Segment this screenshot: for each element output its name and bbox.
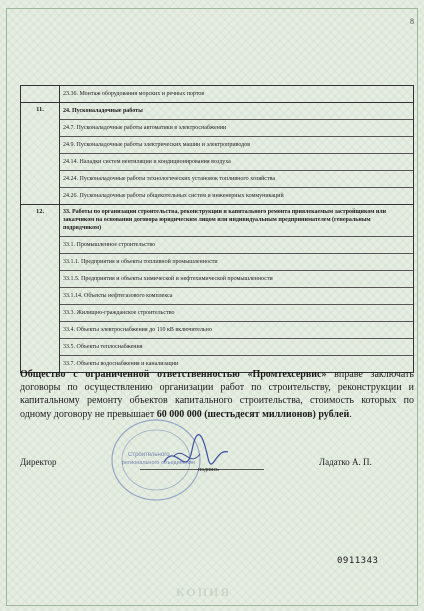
- watermark: КОПИЯ: [176, 585, 232, 599]
- row-number: 12.: [21, 205, 60, 373]
- row-number: 11.: [21, 103, 60, 205]
- list-item: 24.26. Пусконаладочные работы общекотельных систем и инженерных коммуникаций: [63, 193, 284, 199]
- works-table: [20, 85, 414, 373]
- statement-text: вправе заключать договоры по осуществлению организации работ по строительству, реконструкции и капитальному ремонту объектов капитального строительства, стоимость которых по одному договору не превышает: [20, 369, 414, 420]
- list-item: 24.7. Пусконаладочные работы автоматики в электроснабжении: [60, 120, 413, 137]
- list-item: 24.14. Наладки систем вентиляции и кондиционирования воздуха: [60, 154, 413, 171]
- list-item: 24.24. Пусконаладочные работы технологических установок топливного хозяйства: [60, 171, 413, 188]
- section-title: 24. Пусконаладочные работы: [60, 103, 413, 120]
- official-seal: [104, 410, 234, 505]
- director-name: Ладатко А. П.: [319, 457, 372, 467]
- row-content: [60, 205, 414, 373]
- row-number-empty: [21, 86, 60, 103]
- list-item: 33.7. Объекты водоснабжения и канализации: [63, 361, 179, 367]
- page-number: 8: [410, 17, 414, 26]
- contract-amount: 60 000 000 (шестьдесят миллионов) рублей: [156, 408, 350, 420]
- statement-end: .: [349, 408, 352, 420]
- list-item: 33.3. Жилищно-гражданское строительство: [60, 305, 413, 322]
- seal-text: Строительного: [128, 452, 170, 458]
- section-title: 33. Работы по организации строительства, реконструкции и капитального ремонта привлекаемым застройщиком или заказчиком на основании договора юридическим лицом или индивидуальным предпринимателем (генеральным подрядчиком): [60, 205, 413, 237]
- row-content: [60, 86, 414, 103]
- list-item: 33.1.1. Предприятия и объекты топливной промышленности: [60, 254, 413, 271]
- serial-number: 0911343: [337, 556, 379, 566]
- signature-caption: подпись: [198, 467, 219, 473]
- table-row: [21, 205, 414, 373]
- company-name: Общество с ограниченной ответственностью «Промтехсервис»: [20, 369, 327, 380]
- list-item: 33.1. Промышленное строительство: [60, 237, 413, 254]
- list-item: 33.5. Объекты теплоснабжения: [60, 339, 413, 356]
- seal-text: регионального объединения: [122, 460, 195, 466]
- table-row: [21, 86, 414, 103]
- table-row: [21, 103, 414, 205]
- list-item: 33.1.5. Предприятия и объекты химической и нефтехимической промышленности: [60, 271, 413, 288]
- list-item: 33.1.14. Объекты нефтегазового комплекса: [60, 288, 413, 305]
- list-item: 33.4. Объекты электроснабжения до 110 кВ включительно: [60, 322, 413, 339]
- list-item: 23.36. Монтаж оборудования морских и речных портов: [63, 91, 205, 97]
- row-content: [60, 103, 414, 205]
- list-item: 24.9. Пусконаладочные работы электрических машин и электроприводов: [60, 137, 413, 154]
- director-label: Директор: [20, 457, 57, 467]
